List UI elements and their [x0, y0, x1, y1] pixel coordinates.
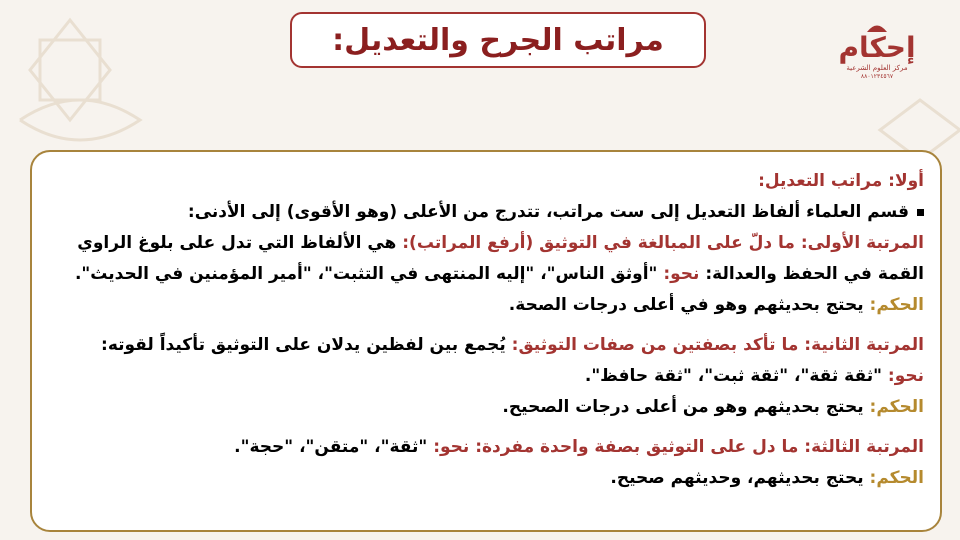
rank3-label: المرتبة الثالثة: ما دل على التوثيق بصفة واحدة مفردة: نحو: [433, 437, 924, 457]
rank3-examples: "ثقة"، "متقن"، "حجة". [234, 437, 434, 457]
logo [838, 22, 916, 94]
rank1-text1: هي الألفاظ التي تدل على بلوغ الراوي [77, 233, 403, 253]
rank1-ruling: يحتج بحديثهم وهو في أعلى درجات الصحة. [508, 295, 870, 315]
rank1-ruling-label: الحكم: [869, 295, 924, 315]
rank2-line2 [48, 361, 924, 392]
rank1-line1 [48, 228, 924, 259]
rank1-text2: القمة في الحفظ والعدالة: [699, 264, 924, 284]
logo-name: إحكام [838, 31, 916, 64]
rank2-ruling-label: الحكم: [869, 397, 924, 417]
section-heading: أولا: مراتب التعديل: [758, 171, 924, 191]
rank2-ruling: يحتج بحديثهم وهو من أعلى درجات الصحيح. [502, 397, 870, 417]
rank2-line1 [48, 330, 924, 361]
rank1-examples: "أوثق الناس"، "إليه المنتهى في التثبت"، "أمير المؤمنين في الحديث". [74, 264, 658, 284]
rank1-ruling-line [48, 290, 924, 321]
bullet-line [48, 197, 924, 228]
bullet-text: قسم العلماء ألفاظ التعديل إلى ست مراتب، تتدرج من الأعلى (وهو الأقوى) إلى الأدنى: [187, 202, 909, 222]
rank1-example-label: نحو: [657, 264, 700, 284]
rank2-example-label: نحو: [881, 366, 924, 386]
logo-tagline: ٨٨٠١٢٣٤٥٦٧ [860, 73, 894, 80]
rank2-text1: يُجمع بين لفظين يدلان على التوثيق تأكيداً لقوته: [101, 335, 512, 355]
rank2-examples: "ثقة ثقة"، "ثقة ثبت"، "ثقة حافظ". [584, 366, 882, 386]
content-box [30, 150, 942, 532]
rank2-ruling-line [48, 392, 924, 423]
rank1-line2 [48, 259, 924, 290]
bullet-icon [917, 209, 924, 216]
rank3-ruling: يحتج بحديثهم، وحديثهم صحيح. [610, 468, 870, 488]
rank2-label: المرتبة الثانية: ما تأكد بصفتين من صفات التوثيق: [511, 335, 924, 355]
logo-subtitle: مركز العلوم الشرعية [846, 64, 908, 72]
page-title: مراتب الجرح والتعديل: [332, 22, 664, 58]
rank3-line1 [48, 432, 924, 463]
title-box [290, 12, 706, 68]
rank3-ruling-label: الحكم: [869, 468, 924, 488]
rank1-label: المرتبة الأولى: ما دلّ على المبالغة في التوثيق (أرفع المراتب): [402, 233, 924, 253]
rank3-ruling-line [48, 463, 924, 494]
